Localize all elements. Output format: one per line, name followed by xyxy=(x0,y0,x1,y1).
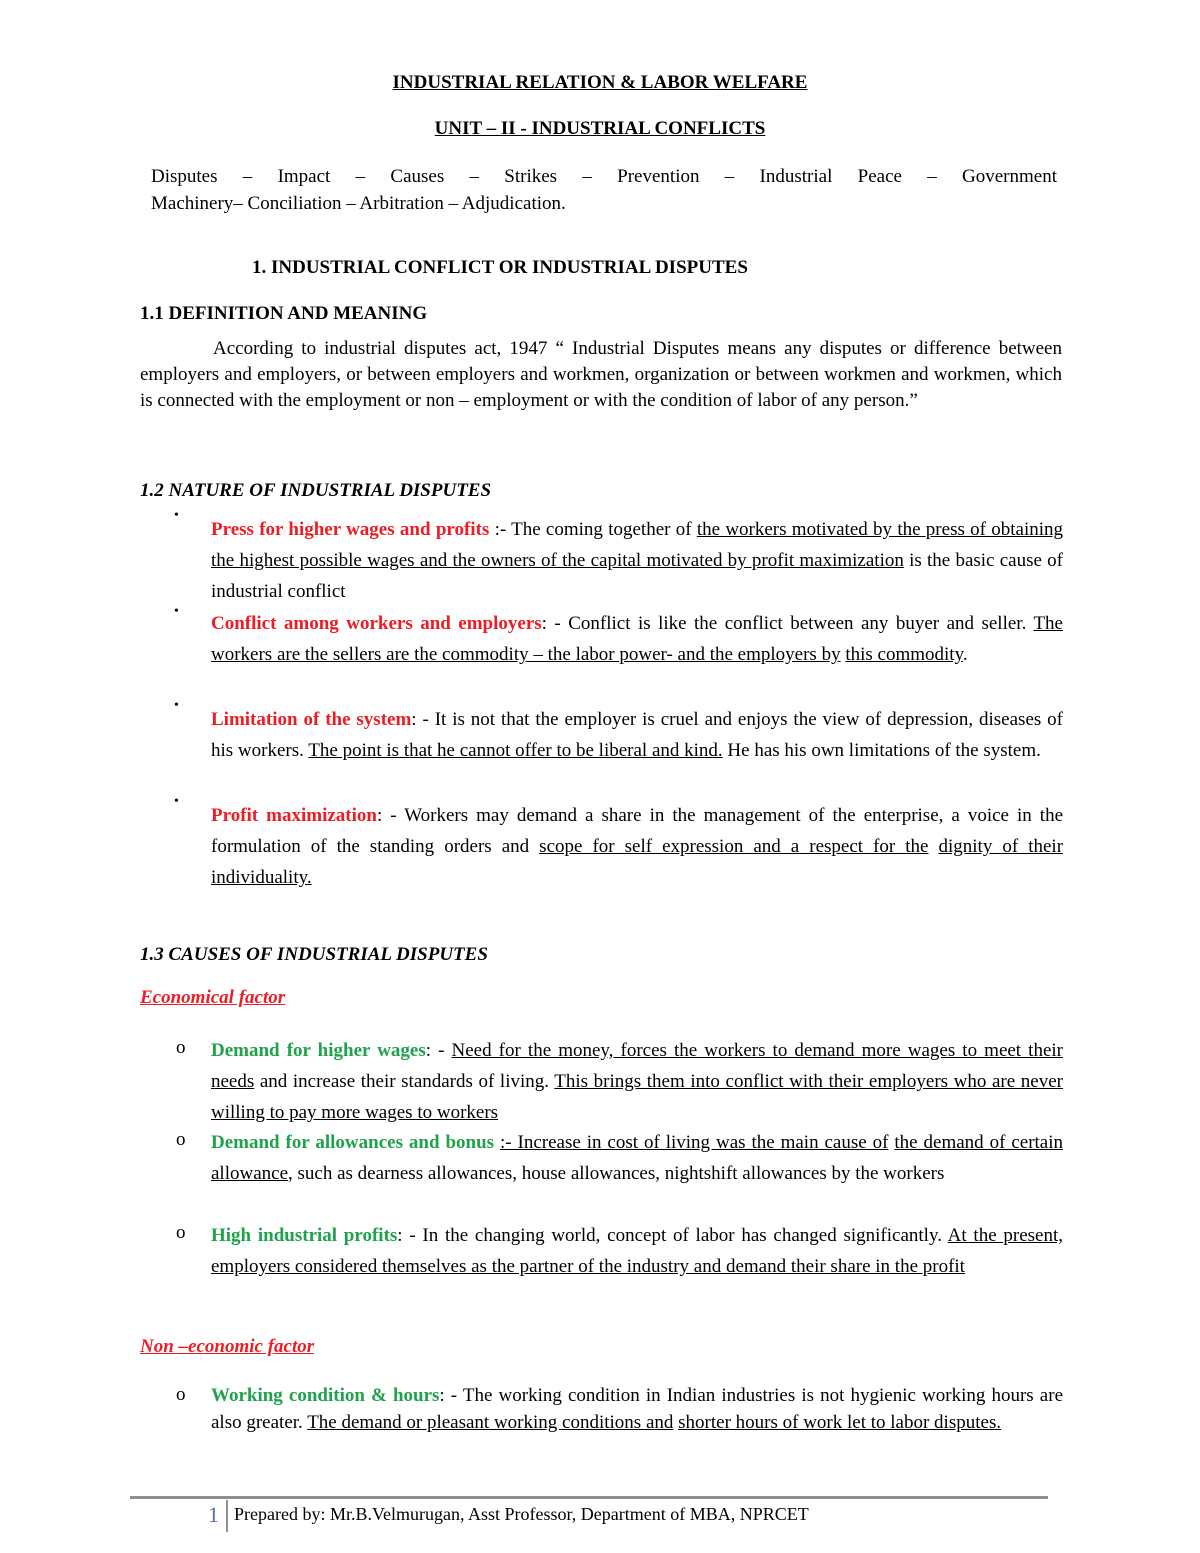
bullet-marker: • xyxy=(174,794,179,809)
nature-item: Profit maximization: - Workers may demand a share in the management of the enterprise, a voice in the formulation of the standing orders and scope for self expression and a respect for the dignity of their individuality. xyxy=(211,805,1064,888)
economic-item: Demand for allowances and bonus :- Increase in cost of living was the main cause of the demand of certain allowance, such as dearness allowances, house allowances, nightshift allowances by the workers xyxy=(211,1132,1064,1184)
circle-bullet-marker: o xyxy=(176,1129,186,1150)
topics-line-1: Disputes – Impact – Causes – Strikes – Prevention – Industrial Peace – Government xyxy=(151,166,1057,187)
section-1-1-heading: 1.1 DEFINITION AND MEANING xyxy=(140,303,428,324)
topics-list xyxy=(151,163,1057,217)
economic-item-label: Demand for higher wages xyxy=(211,1040,426,1061)
nature-item: Conflict among workers and employers: - Conflict is like the conflict between any buyer and seller. The workers are the sellers are the commodity – the labor power- and the employers by this commodity. xyxy=(211,613,1063,665)
nature-item-label: Conflict among workers and employers xyxy=(211,613,542,634)
economic-item-label: High industrial profits xyxy=(211,1225,398,1246)
circle-bullet-marker: o xyxy=(176,1384,186,1405)
section-1-3-heading: 1.3 CAUSES OF INDUSTRIAL DISPUTES xyxy=(140,944,488,965)
bullet-marker: • xyxy=(174,508,179,523)
nature-item-label: Profit maximization xyxy=(211,805,377,826)
footer-text: Prepared by: Mr.B.Velmurugan, Asst Professor, Department of MBA, NPRCET xyxy=(234,1504,809,1524)
document-title: INDUSTRIAL RELATION & LABOR WELFARE xyxy=(392,72,808,93)
section-1-heading: 1. INDUSTRIAL CONFLICT OR INDUSTRIAL DISPUTES xyxy=(252,257,748,278)
page-number: 1 xyxy=(208,1502,219,1527)
circle-bullet-marker: o xyxy=(176,1037,186,1058)
footer-separator xyxy=(226,1500,228,1532)
non-economic-item: Working condition & hours: - The working condition in Indian industries is not hygienic working hours are also greater. The demand or pleasant working conditions and shorter hours of work let to labor disputes. xyxy=(211,1385,1063,1433)
section-1-2-heading: 1.2 NATURE OF INDUSTRIAL DISPUTES xyxy=(140,480,492,501)
circle-bullet-marker: o xyxy=(176,1222,186,1243)
footer-divider xyxy=(130,1496,1048,1499)
nature-item: Limitation of the system: - It is not that the employer is cruel and enjoys the view of depression, diseases of his workers. The point is that he cannot offer to be liberal and kind. He has his own limitations of the system. xyxy=(211,709,1063,761)
economic-item-label: Demand for allowances and bonus xyxy=(211,1132,495,1153)
nature-item-label: Limitation of the system xyxy=(211,709,412,730)
economic-item: High industrial profits: - In the changing world, concept of labor has changed significantly. At the present, employers considered themselves as the partner of the industry and demand their share in the profit xyxy=(211,1225,1063,1277)
economic-factor-heading: Economical factor xyxy=(140,987,286,1008)
non-economic-item-label: Working condition & hours xyxy=(211,1385,440,1406)
bullet-marker: • xyxy=(174,698,179,713)
topics-line-2: Machinery– Conciliation – Arbitration – Adjudication. xyxy=(151,193,566,214)
nature-item-label: Press for higher wages and profits xyxy=(211,519,490,540)
non-economic-factor-heading: Non –economic factor xyxy=(140,1336,315,1357)
bullet-marker: • xyxy=(174,604,179,619)
nature-item: Press for higher wages and profits :- The coming together of the workers motivated by the press of obtaining the highest possible wages and the owners of the capital motivated by profit maximization is the basic cause of industrial conflict xyxy=(211,519,1063,602)
economic-item: Demand for higher wages: - Need for the money, forces the workers to demand more wages to meet their needs and increase their standards of living. This brings them into conflict with their employers who are never willing to pay more wages to workers xyxy=(211,1040,1063,1123)
unit-title: UNIT – II - INDUSTRIAL CONFLICTS xyxy=(434,118,766,139)
definition-paragraph: According to industrial disputes act, 1947 “ Industrial Disputes means any disputes or difference between employers and employers, or between employers and workmen, organization or between workmen and workmen, which is connected with the employment or non – employment or with the condition of labor of any person.” xyxy=(140,338,1062,411)
